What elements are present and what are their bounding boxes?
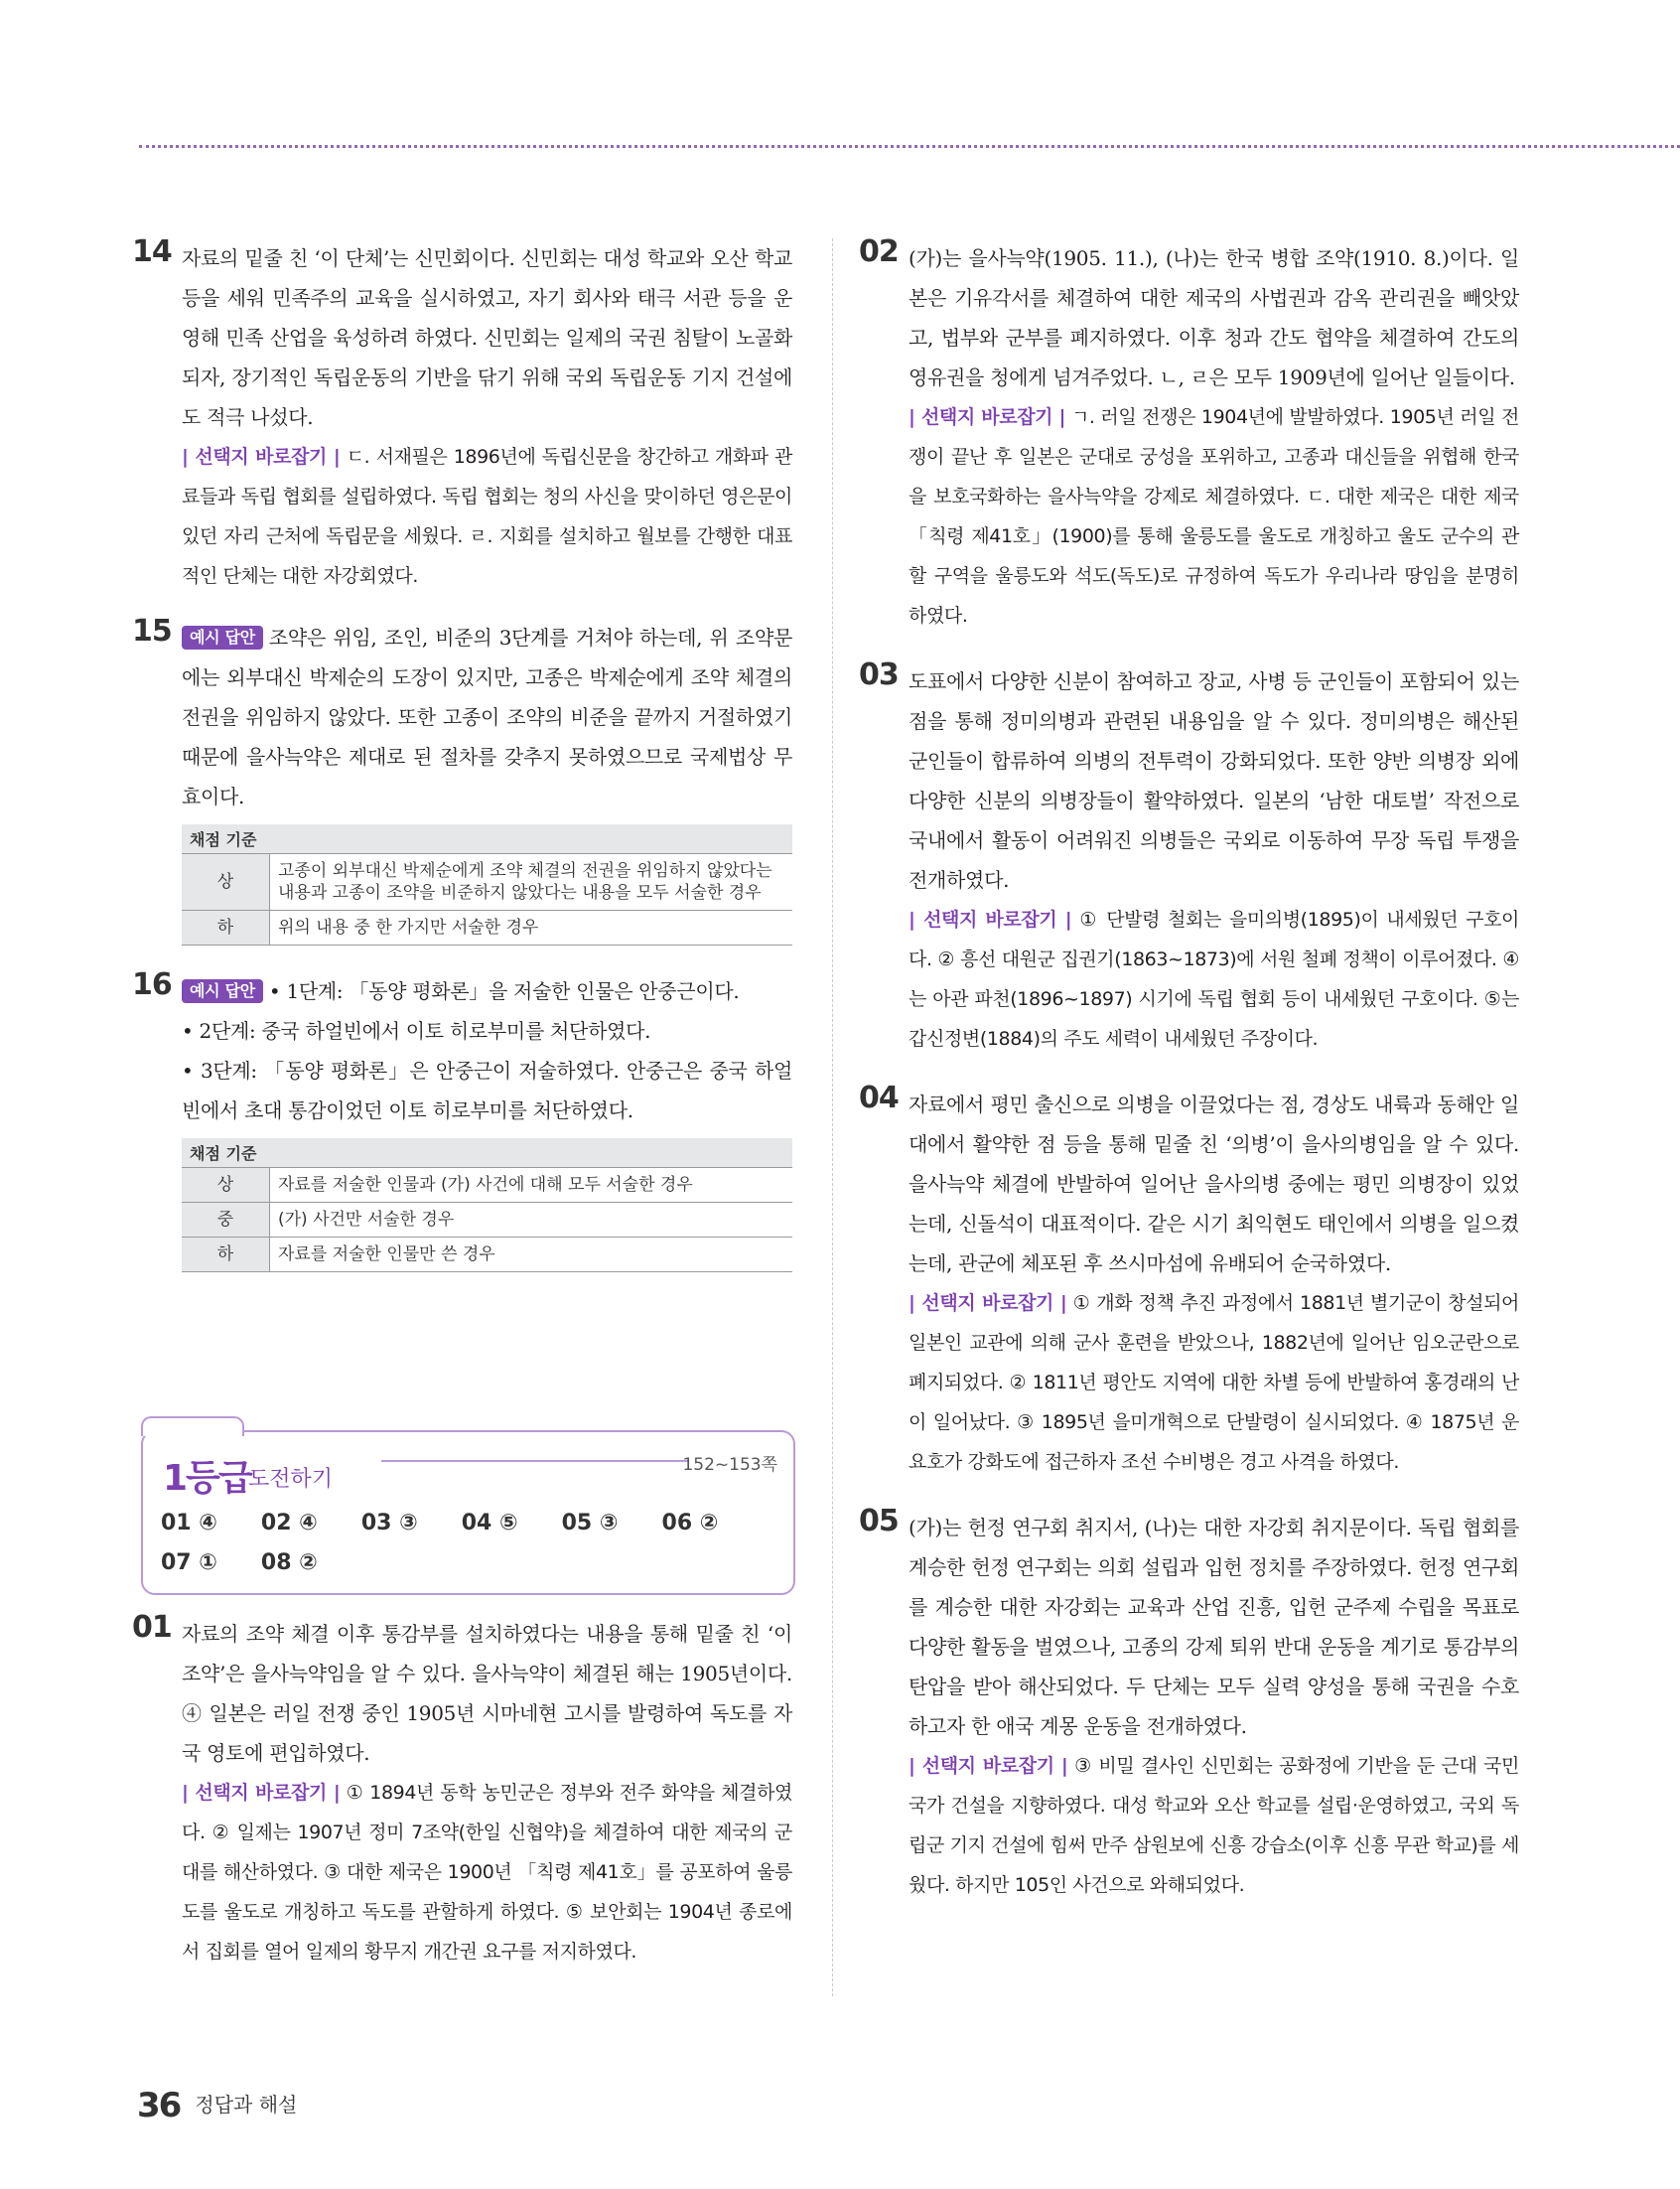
question-03 xyxy=(859,657,1520,1059)
question-number: 01 xyxy=(132,1610,172,1645)
explanation-text: 자료에서 평민 출신으로 의병을 이끌었다는 점, 경상도 내륙과 동해안 일대에서 활약한 점 등을 통해 밑줄 친 ‘의병’이 을사의병임을 알 수 있다. 을사늑약 체결에 반발하여 일어난 을사의병 중에는 평민 의병장이 있었는데, 신돌석이 대표적이다. 같은 시기 최익현도 태인에서 의병을 일으켰는데, 관군에 체포된 후 쓰시마섬에 유배되어 순국하였다. xyxy=(909,1093,1519,1275)
answer-item: 07 ① xyxy=(161,1550,217,1575)
criteria-desc: 위의 내용 중 한 가지만 서술한 경우 xyxy=(270,911,793,946)
answer-item: 03 ③ xyxy=(360,1511,418,1535)
answer-item: 01 ④ xyxy=(161,1511,217,1535)
question-number: 14 xyxy=(132,234,172,269)
explanation-text: 자료의 밑줄 친 ‘이 단체’는 신민회이다. 신민회는 대성 학교와 오산 학교 등을 세워 민족주의 교육을 실시하였고, 자기 회사와 태극 서관 등을 운영해 민족 산업을 육성하려 하였다. 신민회는 일제의 국권 침탈이 노골화되자, 장기적인 독립운동의 기반을 닦기 위해 국외 독립운동 기지 건설에도 적극 나섰다. xyxy=(182,246,792,429)
grading-criteria-table xyxy=(182,1138,792,1272)
criteria-row xyxy=(182,1168,792,1203)
page-number: 36 xyxy=(137,2086,181,2125)
explanation-text: (가)는 헌정 연구회 취지서, (나)는 대한 자강회 취지문이다. 독립 협회를 계승한 헌정 연구회는 의회 설립과 입헌 정치를 주장하였다. 헌정 연구회를 계승한 대한 자강회는 교육과 산업 진흥, 입헌 군주제 수립을 목표로 다양한 활동을 벌였으나, 고종의 강제 퇴위 반대 운동을 계기로 통감부의 탄압을 받아 해산되었다. 두 단체는 모두 실력 양성을 통해 국권을 수호하고자 한 애국 계몽 운동을 전개하였다. xyxy=(909,1516,1519,1738)
choice-correction-text: ① 개화 정책 추진 과정에서 1881년 별기군이 창설되어 일본인 교관에 의해 군사 훈련을 받았으나, 1882년에 일어난 임오군란으로 폐지되었다. ② 1811년 평안도 지역에 대한 차별 등에 반발하여 홍경래의 난이 일어났다. ③ 1895년 을미개혁으로 단발령이 실시되었다. ④ 1875년 운요호가 강화도에 접근하자 조선 수비병은 경고 사격을 하였다. xyxy=(909,1292,1519,1473)
criteria-row xyxy=(182,1203,792,1238)
choice-correction xyxy=(182,1773,792,1971)
answer-step-1: • 1단계: 「동양 평화론」을 저술한 인물은 안중근이다. xyxy=(268,979,740,1003)
answer-box-rule xyxy=(381,1460,689,1462)
criteria-grade: 하 xyxy=(182,911,270,946)
answer-item: 02 ④ xyxy=(260,1511,318,1535)
question-14 xyxy=(132,234,793,596)
answer-item: 05 ③ xyxy=(561,1511,619,1535)
question-number: 04 xyxy=(859,1081,899,1115)
choice-correction xyxy=(909,1746,1519,1905)
question-number: 16 xyxy=(132,967,172,1002)
criteria-grade: 하 xyxy=(182,1238,270,1272)
left-column xyxy=(132,234,793,1298)
choice-correction-label: | 선택지 바로잡기 | xyxy=(909,909,1072,931)
answer-item: 06 ② xyxy=(661,1511,719,1535)
choice-correction xyxy=(909,1283,1519,1482)
page-footer xyxy=(137,2086,297,2125)
criteria-desc: (가) 사건만 서술한 경우 xyxy=(270,1203,793,1238)
choice-correction-text: ① 1894년 동학 농민군은 정부와 전주 화약을 체결하였다. ② 일제는 1907년 정미 7조약(한일 신협약)을 체결하여 대한 제국의 군대를 해산하였다. ③ 대한 제국은 1900년 「칙령 제41호」를 공포하여 울릉도를 울도로 개칭하고 독도를 관할하게 하였다. ⑤ 보안회는 1904년 종로에서 집회를 열어 일제의 황무지 개간권 요구를 저지하였다. xyxy=(182,1782,792,1963)
criteria-desc: 자료를 저술한 인물만 쓴 경우 xyxy=(270,1238,793,1272)
answer-list xyxy=(161,1504,786,1583)
left-column-lower xyxy=(132,1610,792,1997)
explanation-text: 자료의 조약 체결 이후 통감부를 설치하였다는 내용을 통해 밑줄 친 ‘이 조약’은 을사늑약임을 알 수 있다. 을사늑약이 체결된 해는 1905년이다. ④ 일본은 러일 전쟁 중인 1905년 시마네현 고시를 발령하여 독도를 자국 영토에 편입하였다. xyxy=(182,1622,792,1765)
choice-correction-label: | 선택지 바로잡기 | xyxy=(909,406,1066,428)
answer-item: 08 ② xyxy=(260,1550,318,1575)
choice-correction-text: ㄷ. 서재필은 1896년에 독립신문을 창간하고 개화파 관료들과 독립 협회를 설립하였다. 독립 협회는 청의 사신을 맞이하던 영은문이 있던 자리 근처에 독립문을 세웠다. ㄹ. 지회를 설치하고 월보를 간행한 대표적인 단체는 대한 자강회였다. xyxy=(182,446,793,587)
criteria-grade: 상 xyxy=(182,1168,270,1203)
criteria-row xyxy=(182,1238,792,1272)
answer-box-tab xyxy=(141,1416,244,1436)
criteria-row xyxy=(182,854,792,911)
choice-correction-text: ㄱ. 러일 전쟁은 1904년에 발발하였다. 1905년 러일 전쟁이 끝난 후 일본은 군대로 궁성을 포위하고, 고종과 대신들을 위협해 한국을 보호국화하는 을사늑약을 강제로 체결하였다. ㄷ. 대한 제국은 대한 제국 「칙령 제41호」(1900)를 통해 울릉도를 울도로 개칭하고 울도 군수의 관할 구역을 울릉도와 석도(독도)로 규정하여 독도가 우리나라 땅임을 분명히 하였다. xyxy=(909,406,1520,627)
criteria-desc: 고종이 외부대신 박제순에게 조약 체결의 전권을 위임하지 않았다는 내용과 고종이 조약을 비준하지 않았다는 내용을 모두 서술한 경우 xyxy=(270,854,793,911)
footer-label: 정답과 해설 xyxy=(195,2093,298,2116)
choice-correction-text: ① 단발령 철회는 을미의병(1895)이 내세웠던 구호이다. ② 흥선 대원군 집권기(1863~1873)에 서원 철폐 정책이 이루어졌다. ④는 아관 파천(1896~1897) 시기에 독립 협회 등이 내세웠던 구호이다. ⑤는 갑신정변(1884)의 주도 세력이 내세웠던 주장이다. xyxy=(909,909,1520,1050)
grading-criteria-table xyxy=(182,824,792,946)
choice-correction xyxy=(909,900,1519,1059)
choice-correction-text: ③ 비밀 결사인 신민회는 공화정에 기반을 둔 근대 국민 국가 건설을 지향하였다. 대성 학교와 오산 학교를 설립·운영하였고, 국외 독립군 기지 건설에 힘써 만주 삼원보에 신흥 강습소(이후 신흥 무관 학교)를 세웠다. 하지만 105인 사건으로 와해되었다. xyxy=(909,1755,1520,1896)
top-dotted-rule xyxy=(139,145,1680,148)
model-answer-badge: 예시 답안 xyxy=(182,626,263,650)
answer-item: 04 ⑤ xyxy=(461,1511,518,1535)
criteria-grade: 상 xyxy=(182,854,270,911)
grading-criteria-header: 채점 기준 xyxy=(190,1144,257,1163)
answer-step-2: • 2단계: 중국 하얼빈에서 이토 히로부미를 처단하였다. xyxy=(182,1019,651,1043)
question-number: 05 xyxy=(859,1504,899,1538)
question-number: 03 xyxy=(859,657,899,692)
choice-correction xyxy=(182,437,792,596)
choice-correction-label: | 선택지 바로잡기 | xyxy=(909,1755,1068,1777)
choice-correction xyxy=(909,397,1519,636)
answer-box-subtitle: 도전하기 xyxy=(248,1467,334,1492)
right-column xyxy=(859,234,1520,1931)
grading-criteria-header: 채점 기준 xyxy=(190,830,257,849)
choice-correction-label: | 선택지 바로잡기 | xyxy=(182,446,341,468)
model-answer-badge: 예시 답안 xyxy=(182,979,263,1003)
question-number: 15 xyxy=(132,614,172,649)
model-answer xyxy=(182,618,792,816)
criteria-row xyxy=(182,911,792,946)
explanation-text: (가)는 을사늑약(1905. 11.), (나)는 한국 병합 조약(1910. 8.)이다. 일본은 기유각서를 체결하여 대한 제국의 사법권과 감옥 관리권을 빼앗았고, 법부와 군부를 폐지하였다. 이후 청과 간도 협약을 체결하여 간도의 영유권을 청에게 넘겨주었다. ㄴ, ㄹ은 모두 1909년에 일어난 일들이다. xyxy=(909,246,1519,389)
model-answer xyxy=(182,971,792,1130)
answer-step-3: • 3단계: 「동양 평화론」은 안중근이 저술하였다. 안중근은 중국 하얼빈에서 초대 통감이었던 이토 히로부미를 처단하였다. xyxy=(182,1059,792,1122)
choice-correction-label: | 선택지 바로잡기 | xyxy=(182,1782,341,1804)
model-answer-text: 조약은 위임, 조인, 비준의 3단계를 거쳐야 하는데, 위 조약문에는 외부대신 박제순의 도장이 있지만, 고종은 박제순에게 조약 체결의 전권을 위임하지 않았다. 또한 고종이 조약의 비준을 끝까지 거절하였기 때문에 을사늑약은 제대로 된 절차를 갖추지 못하였으므로 국제법상 무효이다. xyxy=(182,626,792,808)
answer-box-pages: 152~153쪽 xyxy=(682,1455,777,1475)
question-01 xyxy=(132,1610,792,1971)
question-05 xyxy=(859,1504,1520,1905)
criteria-grade: 중 xyxy=(182,1203,270,1238)
question-02 xyxy=(859,234,1520,636)
criteria-desc: 자료를 저술한 인물과 (가) 사건에 대해 모두 서술한 경우 xyxy=(270,1168,793,1203)
column-divider xyxy=(832,238,833,1996)
explanation-text: 도표에서 다양한 신분이 참여하고 장교, 사병 등 군인들이 포함되어 있는 점을 통해 정미의병과 관련된 내용임을 알 수 있다. 정미의병은 해산된 군인들이 합류하여 의병의 전투력이 강화되었다. 또한 양반 의병장 외에 다양한 신분의 의병장들이 활약하였다. 일본의 ‘남한 대토벌’ 작전으로 국내에서 활동이 어려워진 의병들은 국외로 이동하여 무장 독립 투쟁을 전개하였다. xyxy=(909,669,1519,892)
answer-key-box xyxy=(141,1430,795,1595)
question-number: 02 xyxy=(859,234,899,269)
question-04 xyxy=(859,1081,1519,1482)
choice-correction-label: | 선택지 바로잡기 | xyxy=(909,1292,1067,1314)
answer-box-title: 1등급 xyxy=(163,1458,251,1499)
question-15 xyxy=(132,614,792,946)
question-16 xyxy=(132,967,792,1272)
